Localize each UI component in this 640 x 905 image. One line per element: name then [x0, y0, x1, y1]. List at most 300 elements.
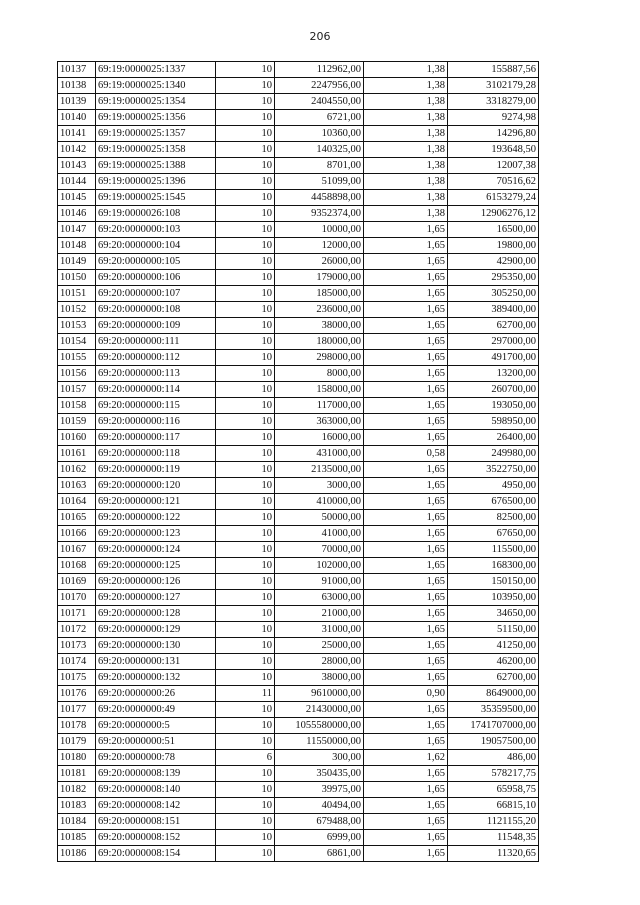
row-number-cell: 10176	[58, 686, 96, 702]
class-cell: 10	[216, 798, 275, 814]
row-number-cell: 10162	[58, 462, 96, 478]
table-row	[58, 62, 539, 78]
coefficient-cell: 1,65	[364, 590, 448, 606]
cadastral-number-cell: 69:20:0000008:154	[96, 846, 216, 862]
row-number-cell: 10142	[58, 142, 96, 158]
class-cell: 10	[216, 558, 275, 574]
area-cell: 38000,00	[275, 318, 364, 334]
area-cell: 41000,00	[275, 526, 364, 542]
class-cell: 10	[216, 62, 275, 78]
coefficient-cell: 1,65	[364, 606, 448, 622]
value-cell: 676500,00	[448, 494, 539, 510]
area-cell: 10360,00	[275, 126, 364, 142]
cadastral-number-cell: 69:20:0000000:106	[96, 270, 216, 286]
value-cell: 67650,00	[448, 526, 539, 542]
area-cell: 6861,00	[275, 846, 364, 862]
area-cell: 12000,00	[275, 238, 364, 254]
cadastral-number-cell: 69:20:0000000:107	[96, 286, 216, 302]
coefficient-cell: 1,65	[364, 302, 448, 318]
area-cell: 679488,00	[275, 814, 364, 830]
row-number-cell: 10149	[58, 254, 96, 270]
class-cell: 10	[216, 222, 275, 238]
cadastral-number-cell: 69:20:0000000:132	[96, 670, 216, 686]
row-number-cell: 10164	[58, 494, 96, 510]
cadastral-number-cell: 69:20:0000000:117	[96, 430, 216, 446]
area-cell: 6999,00	[275, 830, 364, 846]
class-cell: 10	[216, 78, 275, 94]
value-cell: 3522750,00	[448, 462, 539, 478]
coefficient-cell: 1,65	[364, 798, 448, 814]
class-cell: 10	[216, 510, 275, 526]
coefficient-cell: 1,65	[364, 782, 448, 798]
row-number-cell: 10182	[58, 782, 96, 798]
class-cell: 10	[216, 526, 275, 542]
value-cell: 491700,00	[448, 350, 539, 366]
table-row	[58, 638, 539, 654]
table-row	[58, 782, 539, 798]
cadastral-number-cell: 69:20:0000000:116	[96, 414, 216, 430]
value-cell: 578217,75	[448, 766, 539, 782]
coefficient-cell: 1,65	[364, 622, 448, 638]
value-cell: 66815,10	[448, 798, 539, 814]
table-row	[58, 414, 539, 430]
row-number-cell: 10141	[58, 126, 96, 142]
class-cell: 10	[216, 158, 275, 174]
class-cell: 10	[216, 766, 275, 782]
row-number-cell: 10156	[58, 366, 96, 382]
area-cell: 298000,00	[275, 350, 364, 366]
area-cell: 2404550,00	[275, 94, 364, 110]
value-cell: 62700,00	[448, 318, 539, 334]
area-cell: 8000,00	[275, 366, 364, 382]
value-cell: 8649000,00	[448, 686, 539, 702]
row-number-cell: 10186	[58, 846, 96, 862]
area-cell: 179000,00	[275, 270, 364, 286]
row-number-cell: 10184	[58, 814, 96, 830]
class-cell: 10	[216, 478, 275, 494]
cadastral-number-cell: 69:20:0000008:152	[96, 830, 216, 846]
row-number-cell: 10157	[58, 382, 96, 398]
row-number-cell: 10147	[58, 222, 96, 238]
coefficient-cell: 1,38	[364, 126, 448, 142]
table-row	[58, 366, 539, 382]
area-cell: 10000,00	[275, 222, 364, 238]
area-cell: 16000,00	[275, 430, 364, 446]
coefficient-cell: 1,65	[364, 734, 448, 750]
table-row	[58, 382, 539, 398]
value-cell: 62700,00	[448, 670, 539, 686]
value-cell: 12906276,12	[448, 206, 539, 222]
value-cell: 249980,00	[448, 446, 539, 462]
area-cell: 21430000,00	[275, 702, 364, 718]
value-cell: 11548,35	[448, 830, 539, 846]
class-cell: 10	[216, 190, 275, 206]
row-number-cell: 10183	[58, 798, 96, 814]
table-row	[58, 222, 539, 238]
area-cell: 11550000,00	[275, 734, 364, 750]
cadastral-number-cell: 69:20:0000000:125	[96, 558, 216, 574]
cadastral-number-cell: 69:20:0000000:51	[96, 734, 216, 750]
row-number-cell: 10159	[58, 414, 96, 430]
class-cell: 10	[216, 654, 275, 670]
coefficient-cell: 1,38	[364, 78, 448, 94]
table-row	[58, 318, 539, 334]
row-number-cell: 10166	[58, 526, 96, 542]
class-cell: 10	[216, 382, 275, 398]
class-cell: 10	[216, 286, 275, 302]
area-cell: 1055580000,00	[275, 718, 364, 734]
table-row	[58, 238, 539, 254]
class-cell: 10	[216, 542, 275, 558]
class-cell: 10	[216, 814, 275, 830]
table-row	[58, 606, 539, 622]
class-cell: 10	[216, 414, 275, 430]
area-cell: 70000,00	[275, 542, 364, 558]
cadastral-number-cell: 69:19:0000025:1357	[96, 126, 216, 142]
area-cell: 117000,00	[275, 398, 364, 414]
coefficient-cell: 1,65	[364, 542, 448, 558]
cadastral-number-cell: 69:20:0000000:114	[96, 382, 216, 398]
class-cell: 10	[216, 782, 275, 798]
value-cell: 19800,00	[448, 238, 539, 254]
cadastral-number-cell: 69:20:0000000:115	[96, 398, 216, 414]
row-number-cell: 10175	[58, 670, 96, 686]
coefficient-cell: 1,38	[364, 158, 448, 174]
row-number-cell: 10152	[58, 302, 96, 318]
class-cell: 10	[216, 206, 275, 222]
class-cell: 10	[216, 606, 275, 622]
class-cell: 10	[216, 430, 275, 446]
value-cell: 193050,00	[448, 398, 539, 414]
value-cell: 103950,00	[448, 590, 539, 606]
area-cell: 2247956,00	[275, 78, 364, 94]
row-number-cell: 10161	[58, 446, 96, 462]
class-cell: 10	[216, 334, 275, 350]
table-row	[58, 542, 539, 558]
value-cell: 193648,50	[448, 142, 539, 158]
table-row	[58, 254, 539, 270]
class-cell: 10	[216, 318, 275, 334]
coefficient-cell: 1,65	[364, 670, 448, 686]
cadastral-number-cell: 69:20:0000000:78	[96, 750, 216, 766]
class-cell: 10	[216, 94, 275, 110]
table-row	[58, 302, 539, 318]
coefficient-cell: 1,38	[364, 62, 448, 78]
coefficient-cell: 0,90	[364, 686, 448, 702]
table-row	[58, 846, 539, 862]
table-row	[58, 110, 539, 126]
value-cell: 34650,00	[448, 606, 539, 622]
coefficient-cell: 1,65	[364, 270, 448, 286]
row-number-cell: 10172	[58, 622, 96, 638]
table-row	[58, 830, 539, 846]
coefficient-cell: 1,65	[364, 254, 448, 270]
class-cell: 10	[216, 494, 275, 510]
table-row	[58, 766, 539, 782]
cadastral-number-cell: 69:20:0000000:119	[96, 462, 216, 478]
row-number-cell: 10169	[58, 574, 96, 590]
cadastral-number-cell: 69:20:0000008:139	[96, 766, 216, 782]
row-number-cell: 10139	[58, 94, 96, 110]
row-number-cell: 10178	[58, 718, 96, 734]
value-cell: 1741707000,00	[448, 718, 539, 734]
row-number-cell: 10177	[58, 702, 96, 718]
cadastral-number-cell: 69:20:0000000:112	[96, 350, 216, 366]
table-row	[58, 702, 539, 718]
value-cell: 9274,98	[448, 110, 539, 126]
cadastral-number-cell: 69:19:0000026:108	[96, 206, 216, 222]
value-cell: 305250,00	[448, 286, 539, 302]
coefficient-cell: 1,38	[364, 190, 448, 206]
class-cell: 10	[216, 670, 275, 686]
cadastral-number-cell: 69:19:0000025:1388	[96, 158, 216, 174]
cadastral-number-cell: 69:20:0000000:128	[96, 606, 216, 622]
area-cell: 180000,00	[275, 334, 364, 350]
cadastral-number-cell: 69:20:0000008:151	[96, 814, 216, 830]
value-cell: 297000,00	[448, 334, 539, 350]
coefficient-cell: 1,65	[364, 766, 448, 782]
coefficient-cell: 1,65	[364, 846, 448, 862]
cadastral-number-cell: 69:19:0000025:1340	[96, 78, 216, 94]
table-row	[58, 462, 539, 478]
table-row	[58, 734, 539, 750]
coefficient-cell: 1,65	[364, 510, 448, 526]
cadastral-number-cell: 69:20:0000000:26	[96, 686, 216, 702]
coefficient-cell: 1,38	[364, 94, 448, 110]
value-cell: 389400,00	[448, 302, 539, 318]
row-number-cell: 10158	[58, 398, 96, 414]
class-cell: 10	[216, 350, 275, 366]
cadastral-number-cell: 69:19:0000025:1356	[96, 110, 216, 126]
coefficient-cell: 1,38	[364, 110, 448, 126]
cadastral-number-cell: 69:19:0000025:1358	[96, 142, 216, 158]
value-cell: 19057500,00	[448, 734, 539, 750]
coefficient-cell: 1,65	[364, 718, 448, 734]
area-cell: 300,00	[275, 750, 364, 766]
cadastral-number-cell: 69:19:0000025:1354	[96, 94, 216, 110]
cadastral-number-cell: 69:20:0000000:129	[96, 622, 216, 638]
table-row	[58, 814, 539, 830]
value-cell: 11320,65	[448, 846, 539, 862]
row-number-cell: 10167	[58, 542, 96, 558]
coefficient-cell: 1,65	[364, 574, 448, 590]
value-cell: 168300,00	[448, 558, 539, 574]
table-row	[58, 622, 539, 638]
coefficient-cell: 1,65	[364, 414, 448, 430]
row-number-cell: 10170	[58, 590, 96, 606]
row-number-cell: 10144	[58, 174, 96, 190]
class-cell: 10	[216, 574, 275, 590]
row-number-cell: 10155	[58, 350, 96, 366]
value-cell: 1121155,20	[448, 814, 539, 830]
row-number-cell: 10165	[58, 510, 96, 526]
coefficient-cell: 1,65	[364, 830, 448, 846]
table-row	[58, 590, 539, 606]
cadastral-number-cell: 69:20:0000000:49	[96, 702, 216, 718]
value-cell: 35359500,00	[448, 702, 539, 718]
table-row	[58, 286, 539, 302]
row-number-cell: 10179	[58, 734, 96, 750]
table-row	[58, 78, 539, 94]
row-number-cell: 10160	[58, 430, 96, 446]
row-number-cell: 10153	[58, 318, 96, 334]
class-cell: 10	[216, 622, 275, 638]
cadastral-number-cell: 69:20:0000000:126	[96, 574, 216, 590]
table-row	[58, 670, 539, 686]
coefficient-cell: 1,65	[364, 558, 448, 574]
class-cell: 10	[216, 126, 275, 142]
area-cell: 63000,00	[275, 590, 364, 606]
row-number-cell: 10173	[58, 638, 96, 654]
value-cell: 70516,62	[448, 174, 539, 190]
cadastral-number-cell: 69:19:0000025:1337	[96, 62, 216, 78]
area-cell: 431000,00	[275, 446, 364, 462]
value-cell: 6153279,24	[448, 190, 539, 206]
area-cell: 50000,00	[275, 510, 364, 526]
row-number-cell: 10151	[58, 286, 96, 302]
cadastral-number-cell: 69:20:0000000:118	[96, 446, 216, 462]
coefficient-cell: 1,38	[364, 206, 448, 222]
table-row	[58, 446, 539, 462]
class-cell: 10	[216, 142, 275, 158]
cadastral-number-cell: 69:20:0000000:122	[96, 510, 216, 526]
class-cell: 10	[216, 238, 275, 254]
area-cell: 6721,00	[275, 110, 364, 126]
value-cell: 14296,80	[448, 126, 539, 142]
cadastral-number-cell: 69:19:0000025:1396	[96, 174, 216, 190]
area-cell: 25000,00	[275, 638, 364, 654]
coefficient-cell: 1,65	[364, 638, 448, 654]
cadastral-number-cell: 69:20:0000000:108	[96, 302, 216, 318]
table-row	[58, 478, 539, 494]
class-cell: 10	[216, 590, 275, 606]
cadastral-number-cell: 69:20:0000000:123	[96, 526, 216, 542]
value-cell: 295350,00	[448, 270, 539, 286]
row-number-cell: 10181	[58, 766, 96, 782]
coefficient-cell: 1,65	[364, 238, 448, 254]
table-row	[58, 494, 539, 510]
table-row	[58, 798, 539, 814]
coefficient-cell: 1,38	[364, 142, 448, 158]
table-row	[58, 174, 539, 190]
value-cell: 13200,00	[448, 366, 539, 382]
cadastral-number-cell: 69:20:0000000:103	[96, 222, 216, 238]
value-cell: 46200,00	[448, 654, 539, 670]
value-cell: 115500,00	[448, 542, 539, 558]
class-cell: 10	[216, 366, 275, 382]
coefficient-cell: 1,65	[364, 526, 448, 542]
value-cell: 3318279,00	[448, 94, 539, 110]
coefficient-cell: 1,65	[364, 286, 448, 302]
table-row	[58, 158, 539, 174]
value-cell: 51150,00	[448, 622, 539, 638]
area-cell: 2135000,00	[275, 462, 364, 478]
coefficient-cell: 1,38	[364, 174, 448, 190]
class-cell: 10	[216, 462, 275, 478]
table-row	[58, 270, 539, 286]
class-cell: 10	[216, 302, 275, 318]
area-cell: 40494,00	[275, 798, 364, 814]
row-number-cell: 10140	[58, 110, 96, 126]
row-number-cell: 10180	[58, 750, 96, 766]
row-number-cell: 10168	[58, 558, 96, 574]
coefficient-cell: 1,65	[364, 494, 448, 510]
cadastral-number-cell: 69:20:0000000:131	[96, 654, 216, 670]
row-number-cell: 10150	[58, 270, 96, 286]
value-cell: 260700,00	[448, 382, 539, 398]
table-row	[58, 654, 539, 670]
cadastral-number-cell: 69:20:0000000:109	[96, 318, 216, 334]
cadastral-number-cell: 69:20:0000000:104	[96, 238, 216, 254]
row-number-cell: 10143	[58, 158, 96, 174]
coefficient-cell: 1,65	[364, 222, 448, 238]
value-cell: 82500,00	[448, 510, 539, 526]
table-row	[58, 126, 539, 142]
coefficient-cell: 1,65	[364, 654, 448, 670]
table-row	[58, 510, 539, 526]
area-cell: 39975,00	[275, 782, 364, 798]
value-cell: 3102179,28	[448, 78, 539, 94]
value-cell: 42900,00	[448, 254, 539, 270]
row-number-cell: 10137	[58, 62, 96, 78]
area-cell: 158000,00	[275, 382, 364, 398]
table-row	[58, 350, 539, 366]
value-cell: 65958,75	[448, 782, 539, 798]
value-cell: 41250,00	[448, 638, 539, 654]
data-table	[57, 61, 539, 862]
cadastral-number-cell: 69:20:0000008:142	[96, 798, 216, 814]
cadastral-number-cell: 69:19:0000025:1545	[96, 190, 216, 206]
row-number-cell: 10138	[58, 78, 96, 94]
class-cell: 10	[216, 846, 275, 862]
area-cell: 91000,00	[275, 574, 364, 590]
row-number-cell: 10185	[58, 830, 96, 846]
coefficient-cell: 1,65	[364, 702, 448, 718]
table-row	[58, 430, 539, 446]
class-cell: 10	[216, 174, 275, 190]
class-cell: 10	[216, 830, 275, 846]
coefficient-cell: 1,65	[364, 382, 448, 398]
table-row	[58, 558, 539, 574]
cadastral-number-cell: 69:20:0000000:5	[96, 718, 216, 734]
cadastral-number-cell: 69:20:0000000:127	[96, 590, 216, 606]
coefficient-cell: 1,65	[364, 462, 448, 478]
class-cell: 10	[216, 702, 275, 718]
row-number-cell: 10171	[58, 606, 96, 622]
class-cell: 10	[216, 270, 275, 286]
coefficient-cell: 1,65	[364, 366, 448, 382]
area-cell: 38000,00	[275, 670, 364, 686]
row-number-cell: 10145	[58, 190, 96, 206]
row-number-cell: 10174	[58, 654, 96, 670]
cadastral-number-cell: 69:20:0000008:140	[96, 782, 216, 798]
table-row	[58, 142, 539, 158]
page-number: 206	[309, 30, 331, 43]
table-row	[58, 718, 539, 734]
value-cell: 4950,00	[448, 478, 539, 494]
class-cell: 6	[216, 750, 275, 766]
area-cell: 4458898,00	[275, 190, 364, 206]
value-cell: 598950,00	[448, 414, 539, 430]
area-cell: 140325,00	[275, 142, 364, 158]
coefficient-cell: 0,58	[364, 446, 448, 462]
area-cell: 363000,00	[275, 414, 364, 430]
table-row	[58, 526, 539, 542]
area-cell: 410000,00	[275, 494, 364, 510]
row-number-cell: 10163	[58, 478, 96, 494]
cadastral-number-cell: 69:20:0000000:124	[96, 542, 216, 558]
cadastral-number-cell: 69:20:0000000:130	[96, 638, 216, 654]
